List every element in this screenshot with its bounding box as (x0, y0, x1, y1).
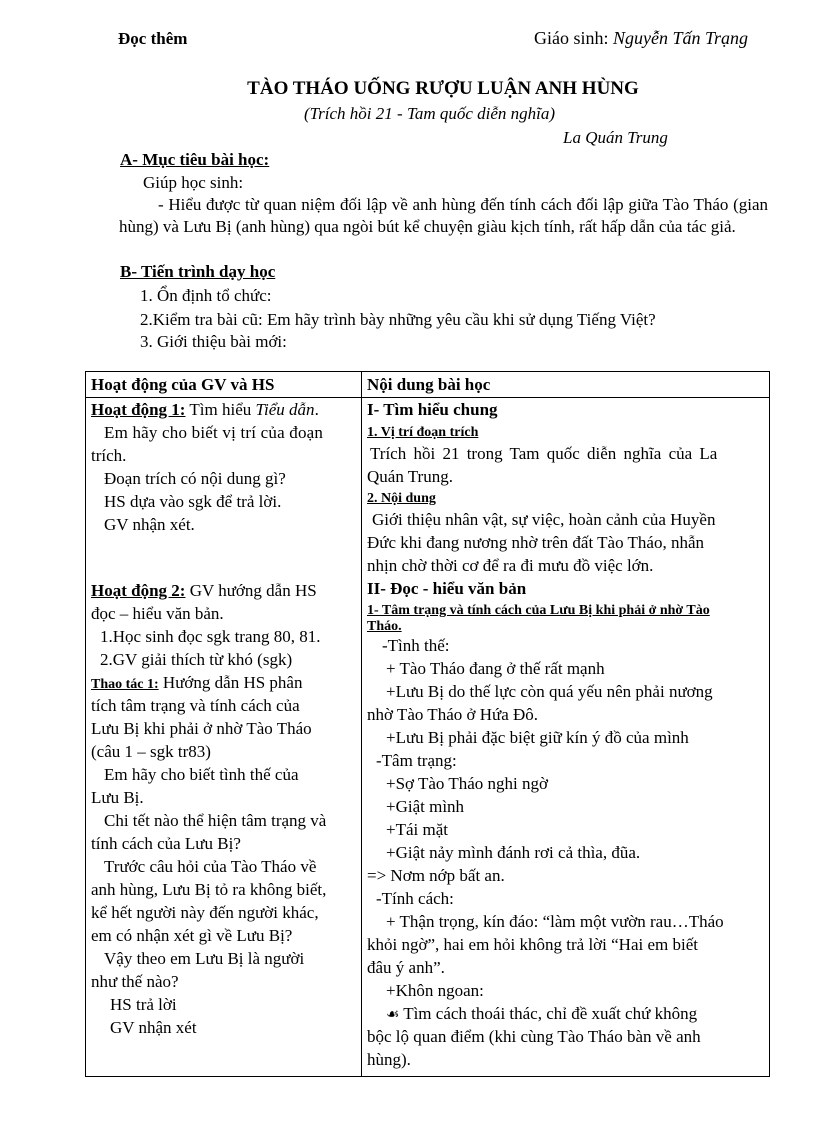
subsection-heading: 1- Tâm trạng và tính cách của Lưu Bị khi phải ở nhờ Tào (367, 603, 710, 618)
right-line: +Giật nảy mình đánh rơi cả thìa, đũa. (386, 843, 641, 862)
left-line: 2.GV giải thích từ khó (sgk) (100, 650, 293, 669)
lesson-table (85, 371, 770, 1077)
left-line: trích. (91, 446, 127, 465)
left-line: Chi tết nào thể hiện tâm trạng và (104, 811, 327, 830)
left-line: Đoạn trích có nội dung gì? (104, 469, 286, 488)
right-line: Đức khi đang nương nhờ trên đất Tào Tháo, nhẫn (367, 533, 704, 552)
right-line: -Tâm trạng: (376, 751, 457, 770)
section-b-item: 3. Giới thiệu bài mới: (140, 332, 287, 351)
left-line: Lưu Bị. (91, 788, 144, 807)
subsection-heading: 2. Nội dung (367, 491, 436, 506)
section-a-paragraph: - Hiểu được từ quan niệm đối lập về anh hùng đến tính cách đối lập giữa Tào Tháo (gian hùng) và Lưu Bị (anh hùng) qua ngòi bút kể chuyện giàu kịch tính, rất hấp dẫn của tác giả. (119, 195, 768, 236)
section-a-intro: Giúp học sinh: (143, 173, 244, 192)
section-b-item: 1. Ổn định tổ chức: (140, 286, 272, 305)
right-line: +Khôn ngoan: (386, 981, 484, 1000)
activity-1-heading (91, 400, 319, 420)
left-line: anh hùng, Lưu Bị tỏ ra không biết, (91, 880, 327, 899)
right-line: nhịn chờ thời cơ để ra đi mưu đồ việc lớn. (367, 556, 654, 575)
right-line: +Giật mình (386, 797, 465, 816)
subsection-heading: Tháo. (367, 619, 402, 634)
teacher-activities-cell (86, 398, 362, 1077)
right-line: đâu ý anh”. (367, 958, 445, 977)
task-1-heading (91, 673, 302, 693)
right-line: -Tình thế: (382, 636, 450, 655)
activity-1-end: . (314, 400, 319, 419)
right-line: + Tào Tháo đang ở thế rất mạnh (386, 659, 605, 678)
left-line: Em hãy cho biết tình thế của (104, 765, 299, 784)
section-heading: I- Tìm hiểu chung (367, 400, 498, 419)
right-line: +Sợ Tào Tháo nghi ngờ (386, 774, 548, 793)
subtitle: (Trích hồi 21 - Tam quốc diễn nghĩa) (304, 104, 556, 123)
right-line: Quán Trung. (367, 467, 453, 486)
left-line: HS dựa vào sgk để trả lời. (104, 492, 282, 511)
left-line: (câu 1 – sgk tr83) (91, 742, 211, 761)
right-line: nhờ Tào Tháo ở Hứa Đô. (367, 705, 539, 724)
right-line: bộc lộ quan điểm (khi cùng Tào Tháo bàn về anh (367, 1027, 701, 1046)
left-line: Vậy theo em Lưu Bị là người (104, 949, 305, 968)
right-line: hùng). (367, 1050, 411, 1069)
col2-header-text: Nội dung bài học (367, 375, 491, 394)
subsection-heading: 1. Vị trí đoạn trích (367, 425, 479, 440)
left-line: tích tâm trạng và tính cách của (91, 696, 300, 715)
activity-2-label: Hoạt động 2: (91, 581, 186, 600)
right-line: +Lưu Bị phải đặc biệt giữ kín ý đồ của mình (386, 728, 689, 747)
activity-1-text: Tìm hiểu (185, 400, 256, 419)
section-b-heading: B- Tiến trình dạy học (120, 262, 276, 281)
bullet-icon: ☙ (386, 1007, 404, 1023)
left-line: 1.Học sinh đọc sgk trang 80, 81. (100, 627, 321, 646)
col1-header-text: Hoạt động của GV và HS (91, 375, 275, 394)
header-right (534, 28, 748, 49)
right-line: => Nơm nớp bất an. (367, 866, 505, 885)
activity-1-label: Hoạt động 1: (91, 400, 186, 419)
right-line: + Thận trọng, kín đáo: “làm một vườn rau…Tháo (386, 912, 724, 931)
author: La Quán Trung (563, 128, 668, 147)
left-line: GV nhận xét (110, 1018, 197, 1037)
right-line: +Tái mặt (386, 820, 448, 839)
right-line: +Lưu Bị do thế lực còn quá yếu nên phải nương (386, 682, 713, 701)
right-line: Trích hồi 21 trong Tam quốc diễn nghĩa của La (370, 444, 718, 463)
left-line: đọc – hiểu văn bản. (91, 604, 224, 623)
left-line: HS trả lời (110, 995, 177, 1014)
teacher-name: Nguyễn Tấn Trạng (613, 28, 749, 48)
lesson-content-cell (362, 398, 770, 1077)
header-left: Đọc thêm (118, 29, 188, 48)
right-line: -Tính cách: (376, 889, 454, 908)
left-line: tính cách của Lưu Bị? (91, 834, 241, 853)
section-b-item: 2.Kiểm tra bài cũ: Em hãy trình bày những yêu cầu khi sử dụng Tiếng Việt? (140, 310, 656, 329)
right-line-text: Tìm cách thoái thác, chỉ đề xuất chứ không (403, 1004, 698, 1023)
left-line: GV nhận xét. (104, 515, 195, 534)
col1-header (86, 372, 362, 398)
section-heading: II- Đọc - hiểu văn bản (367, 579, 527, 598)
activity-2-text: GV hướng dẫn HS (185, 581, 317, 600)
right-line (386, 1004, 697, 1024)
task-1-text: Hướng dẫn HS phân (158, 673, 303, 692)
activity-1-italic: Tiểu dẫn (255, 400, 315, 419)
right-line: Giới thiệu nhân vật, sự việc, hoàn cảnh của Huyền (372, 510, 716, 529)
left-line: kể hết người này đến người khác, (91, 903, 319, 922)
section-a-heading: A- Mục tiêu bài học: (120, 150, 270, 169)
left-line: Lưu Bị khi phải ở nhờ Tào Tháo (91, 719, 312, 738)
right-line: khỏi ngờ”, hai em hỏi không trả lời “Hai em biết (367, 935, 698, 954)
page-title: TÀO THÁO UỐNG RƯỢU LUẬN ANH HÙNG (247, 78, 639, 99)
left-line: Em hãy cho biết vị trí của đoạn (104, 423, 324, 442)
teacher-label: Giáo sinh: (534, 28, 613, 48)
col2-header (362, 372, 770, 398)
task-1-label: Thao tác 1: (91, 677, 159, 692)
left-line: em có nhận xét gì về Lưu Bị? (91, 926, 293, 945)
left-line: Trước câu hỏi của Tào Tháo về (104, 857, 317, 876)
left-line: như thế nào? (91, 972, 179, 991)
activity-2-heading (91, 581, 317, 601)
